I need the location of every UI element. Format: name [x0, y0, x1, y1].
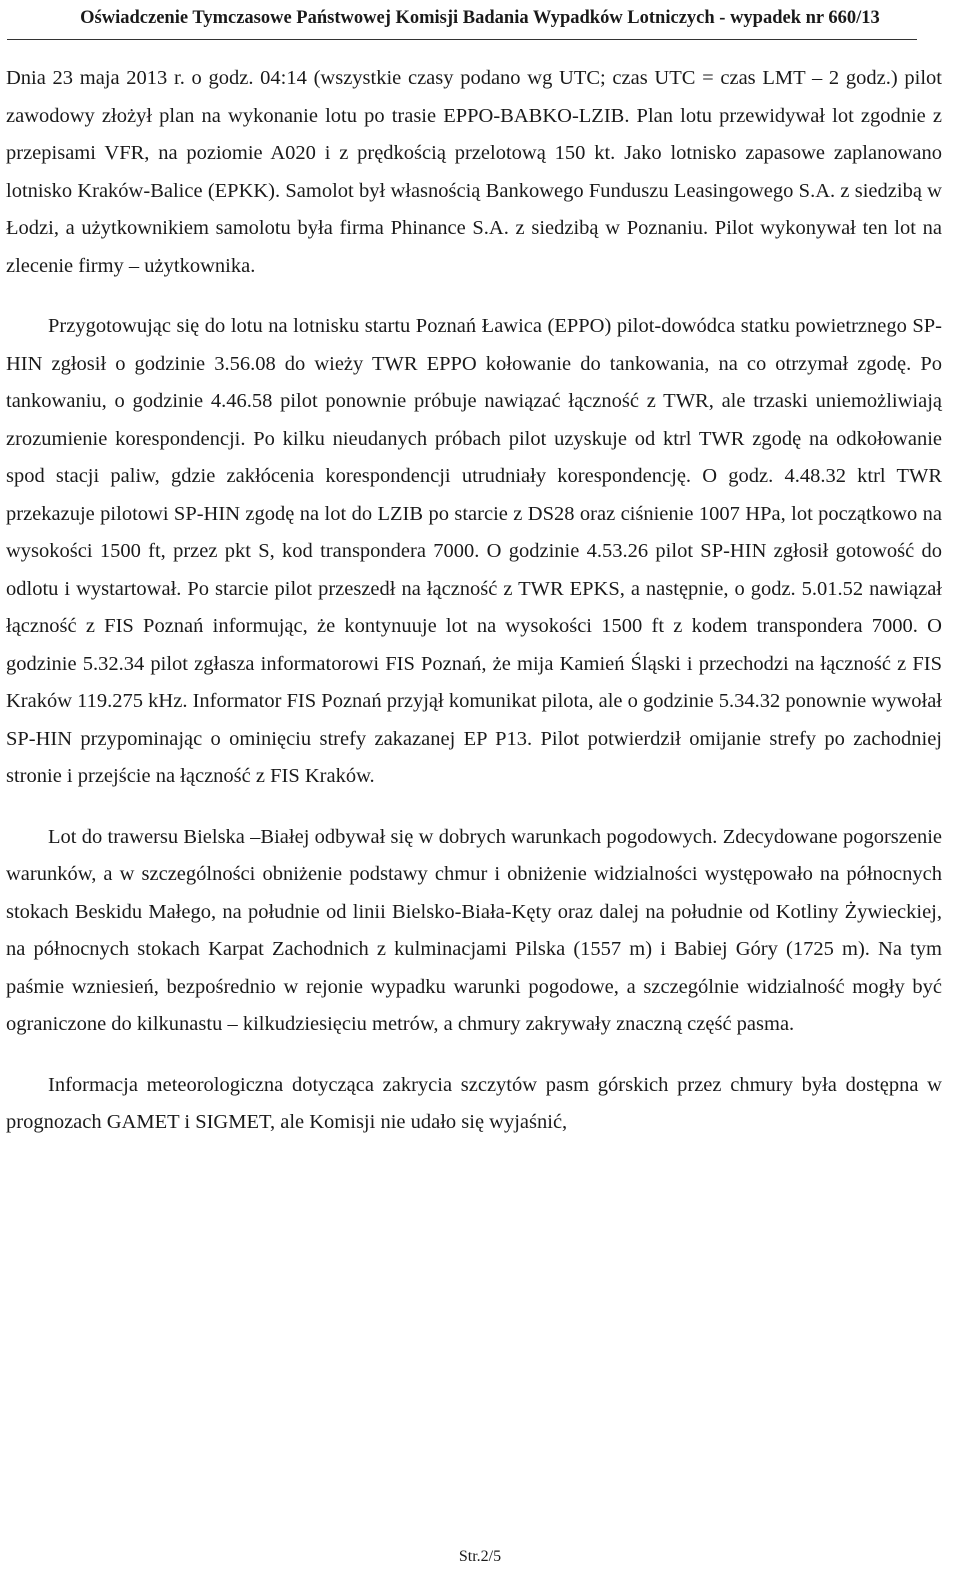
page-number: Str.2/5 [458, 1548, 502, 1565]
paragraph-weather: Lot do trawersu Bielska –Białej odbywał się w dobrych warunkach pogodowych. Zdecydowane pogorszenie warunków, a w szczególności obniżenie podstawy chmur i obniżenie widzialności występowało na północnych stokach Beskidu Małego, na południe od linii Bielsko-Biała-Kęty oraz dalej na południe od Kotliny Żywieckiej, na północnych stokach Karpat Zachodnich z kulminacjami Pilska (1557 m) i Babiej Góry (1725 m). Na tym paśmie wzniesień, bezpośrednio w rejonie wypadku warunki pogodowe, a szczególnie widzialność mogły być ograniczone do kilkunastu – kilkudziesięciu metrów, a chmury zakrywały znaczną część pasma. [6, 825, 942, 1035]
paragraph-gap [6, 285, 942, 308]
paragraph-meteo-info: Informacja meteorologiczna dotycząca zakrycia szczytów pasm górskich przez chmury była dostępna w prognozach GAMET i SIGMET, ale Komisji nie udało się wyjaśnić, [6, 1073, 942, 1133]
paragraph-departure: Przygotowując się do lotu na lotnisku startu Poznań Ławica (EPPO) pilot-dowódca statku powietrznego SP-HIN zgłosił o godzinie 3.56.08 do wieży TWR EPPO kołowanie do tankowania, na co otrzymał zgodę. Po tankowaniu, o godzinie 4.46.58 pilot ponownie próbuje nawiązać łączność z TWR, ale trzaski uniemożliwiają zrozumienie korespondencji. Po kilku nieudanych próbach pilot uzyskuje od ktrl TWR zgodę na odkołowanie spod stacji paliw, gdzie zakłócenia korespondencji utrudniały korespondencję. O godz. 4.48.32 ktrl TWR przekazuje pilotowi SP-HIN zgodę na lot do LZIB po starcie z DS28 oraz ciśnienie 1007 HPa, lot początkowo na wysokości 1500 ft, przez pkt S, kod transpondera 7000. O godzinie 4.53.26 pilot SP-HIN zgłosił gotowość do odlotu i wystartował. Po starcie pilot przeszedł na łączność z TWR EPKS, a następnie, o godz. 5.01.52 nawiązał łączność z FIS Poznań informując, że kontynuuje lot na wysokości 1500 ft z kodem transpondera 7000. O godzinie 5.32.34 pilot zgłasza informatorowi FIS Poznań, że mija Kamień Śląski i przechodzi na łączność z FIS Kraków 119.275 kHz. Informator FIS Poznań przyjął komunikat pilota, ale o godzinie 5.34.32 ponownie wywołał SP-HIN przypominając o ominięciu strefy zakazanej EP P13. Pilot potwierdził omijanie strefy po zachodniej stronie i przejście na łączność z FIS Kraków. [6, 315, 942, 787]
paragraph-flight-plan: Dnia 23 maja 2013 r. o godz. 04:14 (wszystkie czasy podano wg UTC; czas UTC = czas LMT – 2 godz.) pilot zawodowy złożył plan na wykonanie lotu po trasie EPPO-BABKO-LZIB. Plan lotu przewidywał lot zgodnie z przepisami VFR, na poziomie A020 i z prędkością przelotową 150 kt. Jako lotnisko zapasowe zaplanowano lotnisko Kraków-Balice (EPKK). Samolot był własnością Bankowego Funduszu Leasingowego S.A. z siedzibą w Łodzi, a użytkownikiem samolotu była firma Phinance S.A. z siedzibą w Poznaniu. Pilot wykonywał ten lot na zlecenie firmy – użytkownika. [6, 67, 942, 277]
document-header-title: Oświadczenie Tymczasowe Państwowej Komisji Badania Wypadków Lotniczych - wypadek nr 660/13 [80, 8, 880, 28]
header-divider [7, 39, 917, 40]
document-body [6, 60, 942, 1142]
paragraph-gap [6, 1044, 942, 1067]
paragraph-gap [6, 796, 942, 819]
